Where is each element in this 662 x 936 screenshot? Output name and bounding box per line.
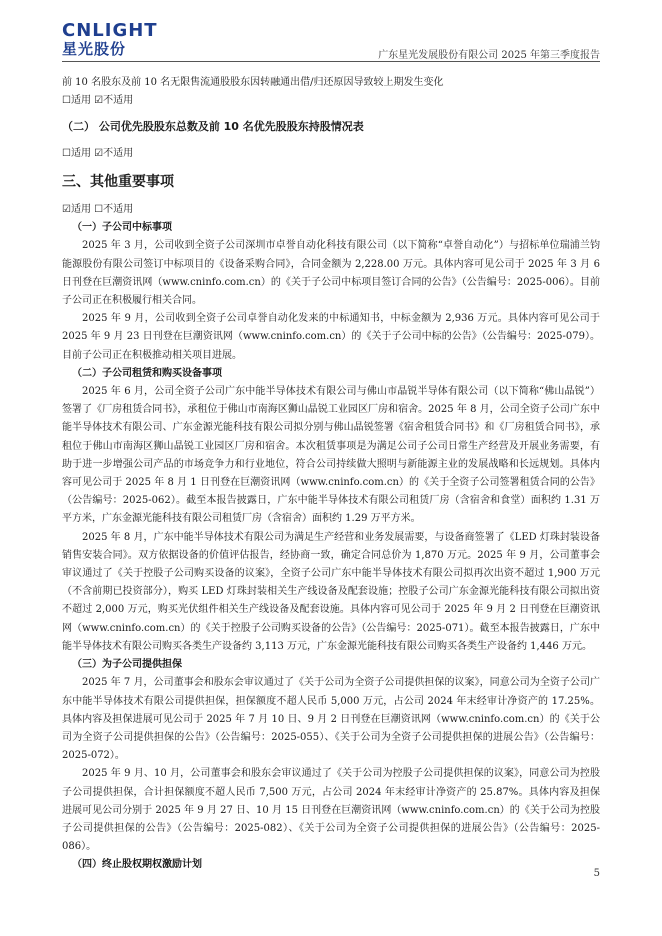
intro-line: 前 10 名股东及前 10 名无限售流通股股东因转融通出借/归还原因导致较上期发生变化 [62,77,444,88]
logo-text-en: CNLIGHT [62,20,158,41]
sub2-title: （二）子公司租赁和购买设备事项 [72,367,222,379]
sub3-title: （三）为子公司提供担保 [72,659,182,671]
page-body [62,74,600,875]
sub2-paragraph-2: 2025 年 8 月，广东中能半导体技术有限公司为满足生产经营和业务发展需要，与设备商签署了《LED 灯珠封装设备销售安装合同》。双方依据设备的价值评估报告，经协商一致，确定合同总价为 1,870 万元。2025 年 9 月，公司董事会审议通过了《关于控股子公司购买设备的议案》，全资子公司广东中能半导体技术有限公司拟再次出资不超过 1,900 万元（不含前期已投资部分），购买 LED 灯珠封装相关生产线设备及配套设施；控股子公司广东金源光能科技有限公司拟出资不超过 2,000 万元，购买光伏组件相关生产线设备及配套设施。具体内容可见公司于 2025 年 9 月 2 日刊登在巨潮资讯网（www.cninfo.com.cn）的《关于控股子公司购买设备的公告》（公告编号：2025-071）。截至本报告披露日，广东中能半导体技术有限公司购买各类生产设备约 3,113 万元，广东金源光能科技有限公司购买各类生产设备约 1,446 万元。 [62,531,600,652]
sub1-paragraph-2: 2025 年 9 月，公司收到全资子公司卓誉自动化发来的中标通知书，中标金额为 2,936 万元。具体内容可见公司于 2025 年 9 月 23 日刊登在巨潮资讯网（www.cninfo.com.cn）的《关于子公司中标的公告》（公告编号：2025-079）。目前子公司正在积极推动相关项目进展。 [62,313,600,361]
sub2-paragraph-1: 2025 年 6 月，公司全资子公司广东中能半导体技术有限公司与佛山市晶锐半导体有限公司（以下简称“佛山晶锐”）签署了《厂房租赁合同书》，承租位于佛山市南海区狮山晶锐工业园区厂房和宿舍。2025 年 8 月，公司全资子公司广东中能半导体技术有限公司、广东金源光能科技有限公司拟分别与佛山晶锐签署《宿舍租赁合同书》和《厂房租赁合同书》，承租位于佛山市南海区狮山晶锐工业园区厂房和宿舍。本次租赁事项是为满足公司子公司日常生产经营及开展业务需要，有助于进一步增强公司产品的市场竞争力和行业地位，符合公司持续做大照明与新能源主业的发展战略和长远规划。具体内容可见公司于 2025 年 8 月 1 日刊登在巨潮资讯网（www.cninfo.com.cn）的《关于全资子公司签署租赁合同的公告》（公告编号：2025-062）。截至本报告披露日，广东中能半导体技术有限公司租赁厂房（含宿舍和食堂）面积约 1.31 万平方米，广东金源光能科技有限公司租赁厂房（含宿舍）面积约 1.29 万平方米。 [62,386,600,525]
section-other-title: 三、其他重要事项 [62,173,174,190]
section-other-options: ☑适用 ☐不适用 [62,204,134,216]
sub3-paragraph-1: 2025 年 7 月，公司董事会和股东会审议通过了《关于公司为全资子公司提供担保的议案》，同意公司为全资子公司广东中能半导体技术有限公司提供担保，担保额度不超人民币 5,000 万元，占公司 2024 年末经审计净资产的 17.25%。具体内容及担保进展可见公司于 2025 年 7 月 10 日、9 月 2 日刊登在巨潮资讯网（www.cninfo.com.cn）的《关于公司为全资子公司提供担保的公告》（公告编号：2025-055）、《关于公司为全资子公司提供担保的进展公告》（公告编号：2025-072）。 [62,677,600,762]
sub1-title: （一）子公司中标事项 [72,222,172,234]
intro-options: ☐适用 ☑不适用 [62,95,134,107]
logo-text-cn: 星光股份 [62,40,127,58]
report-header-title: 广东星光发展股份有限公司 2025 年第三季度报告 [378,50,600,61]
company-logo [62,22,172,58]
sub1-paragraph-1: 2025 年 3 月，公司收到全资子公司深圳市卓誉自动化科技有限公司（以下简称“卓誉自动化”）与招标单位瑞浦兰钧能源股份有限公司签订中标项目的《设备采购合同》，合同金额为 2,228.00 万元。具体内容可见公司于 2025 年 3 月 6 日刊登在巨潮资讯网（www.cninfo.com.cn）的《关于子公司中标项目签订合同的公告》（公告编号：2025-006）。目前子公司正在积极履行相关合同。 [62,240,600,307]
page-number: 5 [593,868,600,879]
header-divider [62,61,600,62]
section-preferred-options: ☐适用 ☑不适用 [62,147,134,159]
section-preferred-title: （二） 公司优先股股东总数及前 10 名优先股股东持股情况表 [62,120,364,134]
sub4-title: （四）终止股权期权激励计划 [72,859,202,871]
sub3-paragraph-2: 2025 年 9 月、10 月，公司董事会和股东会审议通过了《关于公司为控股子公司提供担保的议案》，同意公司为控股子公司提供担保，合计担保额度不超人民币 7,500 万元，占公司 2024 年末经审计净资产的 25.87%。具体内容及担保进展可见公司分别于 2025 年 9 月 27 日、10 月 15 日刊登在巨潮资讯网（www.cninfo.com.cn）的《关于公司为控股子公司提供担保的公告》（公告编号：2025-082）、《关于公司为全资子公司提供担保的进展公告》（公告编号：2025-086）。 [62,768,600,853]
